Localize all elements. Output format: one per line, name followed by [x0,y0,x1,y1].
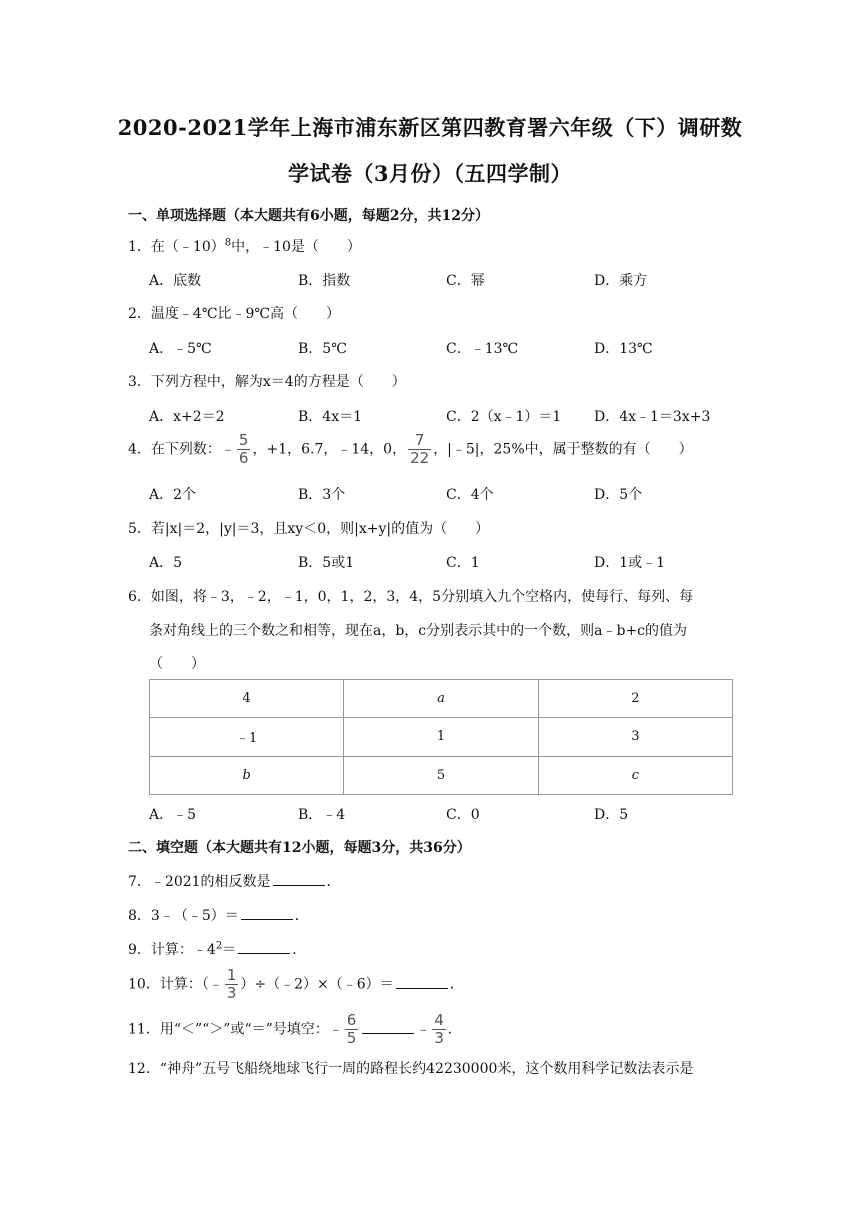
fraction-numerator: 4 [434,1011,444,1029]
exam-title-line-1: 2020-2021学年上海市浦东新区第四教育署六年级（下）调研数 [117,115,743,140]
question-10 [128,967,464,1002]
answer-blank [238,940,290,954]
question-4-text-a: 4．在下列数：﹣ [128,441,235,458]
fraction-denominator: 6 [238,449,249,467]
grid-cell: a [344,680,538,718]
question-6-stem-line-2: 条对角线上的三个数之和相等，现在a，b，c分别表示其中的一个数，则a﹣b+c的值为 [149,623,688,639]
answer-blank [362,1020,414,1034]
answer-blank [396,975,448,989]
fraction-7-22 [408,432,431,467]
question-1-option-a: A．底数 [149,273,202,289]
question-1-text-b: 中，﹣10是（ ） [231,239,361,255]
question-12: 12．“神舟”五号飞船绕地球飞行一周的路程长约42230000米，这个数用科学记数法表示是 [128,1061,694,1077]
question-10-text-a: 10．计算：（﹣ [128,976,223,993]
grid-cell: c [538,756,732,794]
question-5-option-a: A．5 [149,555,183,571]
exam-title-line-2: 学试卷（3月份）（五四学制） [287,161,573,186]
grid-row [150,718,733,756]
question-8-end: ． [294,908,309,924]
fraction-numerator: 7 [408,432,431,450]
question-2-option-d: D．13℃ [594,341,653,357]
question-11-text-a: 11．用“＜”“＞”或“＝”号填空：﹣ [128,1021,343,1038]
question-4-stem [128,432,693,467]
question-8-text: 8．3﹣（﹣5）＝ [128,908,239,924]
question-3-option-b: B．4x＝1 [298,409,362,425]
question-10-text-b: ）÷（﹣2）×（﹣6）＝ [240,976,394,993]
question-2-stem: 2．温度﹣4℃比﹣9℃高（ ） [128,306,341,322]
question-6-option-a: A．﹣5 [149,807,197,823]
grid-row [150,680,733,718]
magic-square-grid [149,679,733,795]
question-4-option-c: C．4个 [446,487,494,503]
question-6-stem-line-1: 6．如图，将﹣3，﹣2，﹣1，0，1，2，3，4，5分别填入九个空格内，使每行、每列、每 [128,589,694,605]
question-5-option-d: D．1或﹣1 [594,555,666,571]
fraction-1-3 [225,967,239,1002]
question-9-exponent: 2 [215,940,223,952]
fraction-denominator: 22 [410,449,430,467]
fraction-4-3 [432,1012,446,1047]
grid-cell: 2 [538,680,732,718]
fraction-6-5 [345,1012,359,1047]
question-4-option-d: D．5个 [594,487,643,503]
question-7-end: ． [326,874,341,890]
answer-blank [241,906,293,920]
question-3-stem: 3．下列方程中，解为x＝4的方程是（ ） [128,374,406,390]
question-1-option-d: D．乘方 [594,273,648,289]
question-11 [128,1012,462,1047]
question-2-option-b: B．5℃ [298,341,347,357]
grid-cell: ﹣1 [150,718,344,756]
question-4-text-c: ，|﹣5|，25%中，属于整数的有（ ） [433,441,693,458]
fraction-denominator: 3 [226,984,237,1002]
question-3-option-c: C．2（x﹣1）＝1 [446,409,562,425]
question-3-option-a: A．x+2＝2 [149,409,225,425]
question-9-text-a: 9．计算：﹣4 [128,942,216,958]
fraction-denominator: 5 [346,1029,357,1047]
grid-cell: 1 [344,718,538,756]
question-4-text-b: ，+1，6.7，﹣14，0， [252,441,407,458]
question-7 [128,871,341,891]
question-1-stem [128,236,361,256]
question-6-stem-line-3: （ ） [149,656,205,672]
fraction-numerator: 6 [346,1011,357,1029]
question-11-text-b: ﹣ [416,1021,431,1038]
question-6-option-c: C．0 [446,807,480,823]
grid-cell: b [150,756,344,794]
question-6-option-b: B．﹣4 [298,807,346,823]
fraction-denominator: 3 [434,1029,444,1047]
question-4-option-a: A．2个 [149,487,197,503]
question-8 [128,905,309,925]
question-11-end: ． [447,1021,462,1038]
question-6-option-d: D．5 [594,807,629,823]
answer-blank [273,872,325,886]
grid-cell: 3 [538,718,732,756]
question-2-option-c: C．﹣13℃ [446,341,519,357]
question-10-end: ． [449,976,464,993]
question-1-option-c: C．幂 [446,273,485,289]
fraction-numerator: 5 [238,431,249,449]
question-9-text-b: ＝ [222,942,237,958]
grid-row [150,756,733,794]
fraction-5-6 [237,432,251,467]
question-9 [128,939,306,959]
question-1-option-b: B．指数 [298,273,351,289]
section-heading-multiple-choice: 一、单项选择题（本大题共有6小题，每题2分，共12分） [128,208,489,224]
question-1-exponent: 8 [224,237,232,249]
question-1-text-a: 1．在（﹣10） [128,239,225,255]
question-3-option-d: D．4x﹣1＝3x+3 [594,409,711,425]
question-4-option-b: B．3个 [298,487,346,503]
grid-cell: 5 [344,756,538,794]
question-2-option-a: A．﹣5℃ [149,341,212,357]
grid-cell: 4 [150,680,344,718]
question-7-text: 7．﹣2021的相反数是 [128,874,271,890]
question-5-stem: 5．若|x|＝2，|y|＝3，且xy＜0，则|x+y|的值为（ ） [128,521,490,537]
question-5-option-b: B．5或1 [298,555,355,571]
section-heading-fill-in: 二、填空题（本大题共有12小题，每题3分，共36分） [128,840,471,856]
question-5-option-c: C．1 [446,555,480,571]
question-9-end: ． [292,942,307,958]
fraction-numerator: 1 [226,966,237,984]
